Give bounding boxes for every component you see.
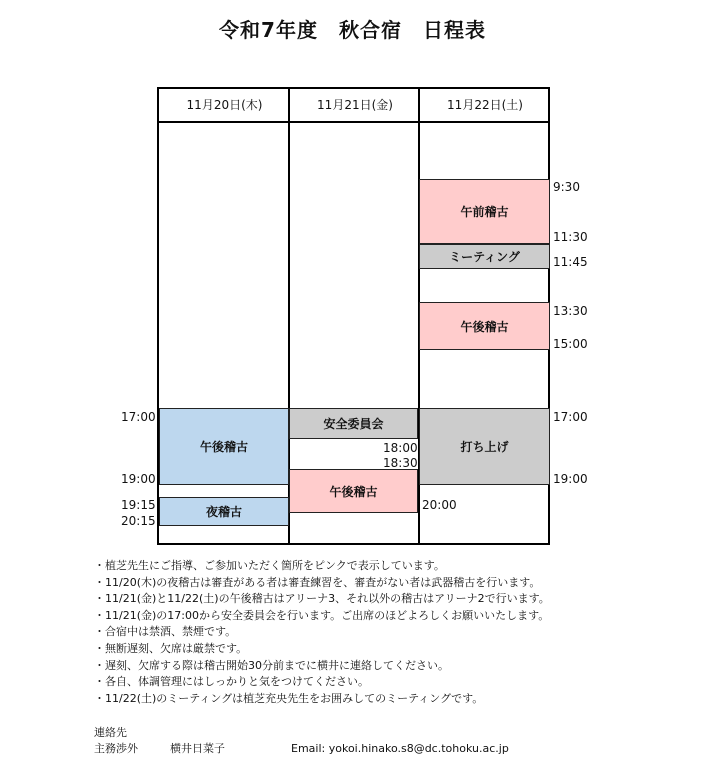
note-item: ・11/22(土)のミーティングは植芝充央先生をお囲みしてのミーティングです。 — [94, 691, 484, 705]
event-block — [419, 244, 550, 269]
event-block — [159, 408, 289, 485]
day-header-1122: 11月22日(土) — [447, 98, 523, 112]
note-item: ・11/21(金)の17:00から安全委員会を行います。ご出席のほどよろしくお願いいたします。 — [94, 608, 550, 622]
event-label: 午後稽古 — [199, 440, 248, 454]
event-label: 夜稽古 — [205, 505, 242, 519]
time-label-left-1900: 19:00 — [121, 472, 156, 486]
notes-list — [94, 558, 550, 707]
time-label-right-1700: 17:00 — [553, 410, 588, 424]
header-divider — [159, 121, 548, 123]
event-block — [419, 179, 550, 244]
event-block — [289, 408, 418, 439]
note-item: ・植芝先生にご指導、ご参加いただく箇所をピンクで表示しています。 — [94, 559, 445, 572]
schedule-table — [157, 87, 550, 545]
time-label-left-1915: 19:15 — [121, 498, 156, 512]
time-label-right-1130: 11:30 — [553, 230, 588, 244]
time-label-mid-1800: 18:00 — [383, 441, 418, 455]
note-item: ・11/20(木)の夜稽古は審査がある者は審査練習を、審査がない者は武器稽古を行います。 — [94, 575, 541, 589]
event-label: ミーティング — [449, 250, 520, 264]
time-label-right-0930: 9:30 — [553, 180, 580, 194]
time-label-right-1500: 15:00 — [553, 337, 588, 351]
contact-role: 主務渉外 — [94, 742, 138, 755]
page-title: 令和7年度 秋合宿 日程表 — [219, 18, 486, 42]
day-header-1120: 11月20日(木) — [186, 98, 263, 112]
event-block — [159, 497, 289, 526]
contact-heading: 連絡先 — [94, 726, 127, 739]
time-label-left-1700: 17:00 — [121, 410, 156, 424]
note-item: ・無断遅刻、欠席は厳禁です。 — [94, 641, 248, 655]
day-header-1121: 11月21日(金) — [317, 98, 393, 112]
event-label: 安全委員会 — [323, 417, 384, 431]
time-label-right-1330: 13:30 — [553, 304, 588, 318]
event-label: 午前稽古 — [460, 205, 509, 219]
time-label-mid-1830: 18:30 — [383, 456, 418, 470]
event-label: 午後稽古 — [329, 484, 378, 499]
note-item: ・11/21(金)と11/22(土)の午後稽古はアリーナ3、それ以外の稽古はアリーナ2で行います。 — [94, 592, 550, 606]
contact-email: Email: yokoi.hinako.s8@dc.tohoku.ac.jp — [291, 742, 509, 755]
event-label: 打ち上げ — [460, 440, 509, 454]
time-label-left-2015: 20:15 — [121, 514, 156, 528]
note-item: ・合宿中は禁酒、禁煙です。 — [94, 625, 237, 639]
event-block — [419, 408, 550, 485]
event-label: 午後稽古 — [460, 319, 509, 334]
note-item: ・遅刻、欠席する際は稽古開始30分前までに横井に連絡してください。 — [94, 658, 449, 672]
time-label-inner-2000: 20:00 — [422, 498, 457, 512]
time-label-right-1900: 19:00 — [553, 472, 588, 486]
event-block — [419, 302, 550, 350]
time-label-right-1145: 11:45 — [553, 255, 588, 269]
event-block — [289, 469, 418, 513]
contact-name: 横井日菜子 — [170, 742, 225, 755]
note-item: ・各自、体調管理にはしっかりと気をつけてください。 — [94, 675, 369, 689]
